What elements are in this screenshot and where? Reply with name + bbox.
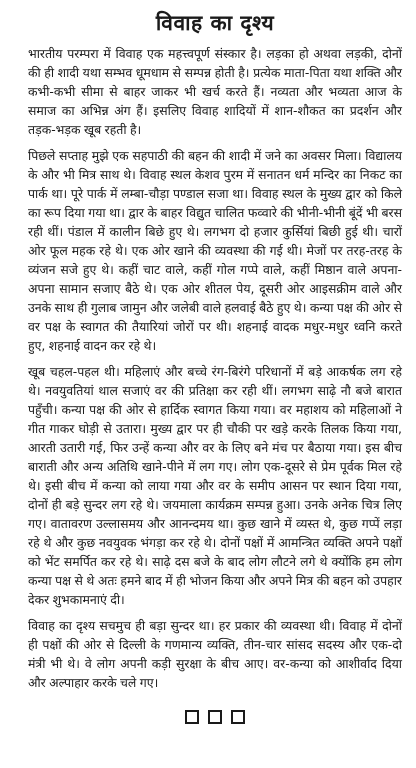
paragraph-venue: पिछले सप्ताह मुझे एक सहपाठी की बहन की शादी में जने का अवसर मिला। विद्यालय के और भी मित्र साथ थे। विवाह स्थल केशव पुरम में सनातन धर्म मन्दिर का निकट का पार्क था। पूरे पार्क में लम्बा-चौड़ा पण्डाल सजा था। विवाह स्थल के मुख्य द्वार को किले का रूप दिया गया था। द्वार के बाहर विद्युत चालित फव्वारे की भीनी-भीनी बूंदें भी बरस रही थीं। पंडाल में कालीन बिछे हुए थे। लगभग दो हजार कुर्सियां बिछी हुई थी। चारों ओर फूल महक रहे थे। एक ओर खाने की व्यवस्था की गई थी। मेजों पर तरह-तरह के व्यंजन सजे हुए थे। कहीं चाट वाले, कहीं गोल गप्पे वाले, कहीं मिष्ठान वाले अपना-अपना सामान सजाए बैठे थे। एक ओर शीतल पेय, दूसरी ओर आइसक्रीम वाले और उनके साथ ही गुलाब जामुन और जलेबी वाले हलवाई बैठे हुए थे। कन्या पक्ष की ओर से वर पक्ष के स्वागत की तैयारियां जोरों पर थी। शहनाई वादक मधुर-मधुर ध्वनि करते हुए, शहनाई वादन कर रहे थे। bbox=[28, 148, 402, 353]
square-box-icon bbox=[185, 710, 199, 724]
page-title: विवाह का दृश्य bbox=[155, 11, 275, 35]
square-box-icon bbox=[231, 710, 245, 724]
paragraph-intro: भारतीय परम्परा में विवाह एक महत्त्वपूर्ण संस्कार है। लड़का हो अथवा लड़की, दोनों की ही शादी यथा सम्भव धूमधाम से सम्पन्न होती है। प्रत्येक माता-पिता यथा शक्ति और कभी-कभी सीमा से बाहर जाकर भी खर्च करते हैं। नव्यता और भव्यता आज के समाज का अभिन्न अंग हैं। इसलिए विवाह शादियों में शान-शौकत का प्रदर्शन और तड़क-भड़क खूब रहती है। bbox=[28, 46, 402, 137]
paragraph-ceremony: खूब चहल-पहल थी। महिलाएं और बच्चे रंग-बिरंगे परिधानों में बड़े आकर्षक लग रहे थे। नवयुवतियां थाल सजाएं वर की प्रतिक्षा कर रही थीं। लगभग साढ़े नौ बजे बारात पहुँची। कन्या पक्ष की ओर से हार्दिक स्वागत किया गया। वर महाशय को महिलाओं ने गीत गाकर घोड़ी से उतारा। मुख्य द्वार पर ही चौकी पर खड़े करके तिलक किया गया, आरती उतारी गई, फिर उन्हें कन्या और वर के लिए बने मंच पर बैठाया गया। इस बीच बाराती और अन्य अतिथि खाने-पीने में लग गए। लोग एक-दूसरे से प्रेम पूर्वक मिल रहे थे। इसी बीच में कन्या को लाया गया और वर के समीप आसन पर स्थान दिया गया, दोनों ही बड़े सुन्दर लग रहे थे। जयमाला कार्यक्रम सम्पन्न हुआ। उनके अनेक चित्र लिए गए। वातावरण उल्लासमय और आनन्दमय था। कुछ खाने में व्यस्त थे, कुछ गप्पें लड़ा रहे थे और कुछ नवयुवक भंगड़ा कर रहे थे। दोनों पक्षों में आमन्त्रित व्यक्ति अपने पक्षों को भेंट समर्पित कर रहे थे। साढ़े दस बजे के बाद लोग लौटने लगे थे क्योंकि हम लोग कन्या पक्ष से थे अतः हमने बाद में ही भोजन किया और अपने मित्र की बहन को उपहार देकर शुभकामनाएं दी। bbox=[28, 364, 402, 607]
end-ornament bbox=[28, 706, 402, 725]
square-box-icon bbox=[208, 710, 222, 724]
paragraph-conclusion: विवाह का दृश्य सचमुच ही बड़ा सुन्दर था। हर प्रकार की व्यवस्था थी। विवाह में दोनों ही पक्षों की ओर से दिल्ली के गणमान्य व्यक्ति, तीन-चार सांसद सदस्य और एक-दो मंत्री भी थे। वे लोग अपनी कड़ी सुरक्षा के बीच आए। वर-कन्या को आशीर्वाद दिया और अल्पाहार करके चले गए। bbox=[28, 618, 402, 690]
